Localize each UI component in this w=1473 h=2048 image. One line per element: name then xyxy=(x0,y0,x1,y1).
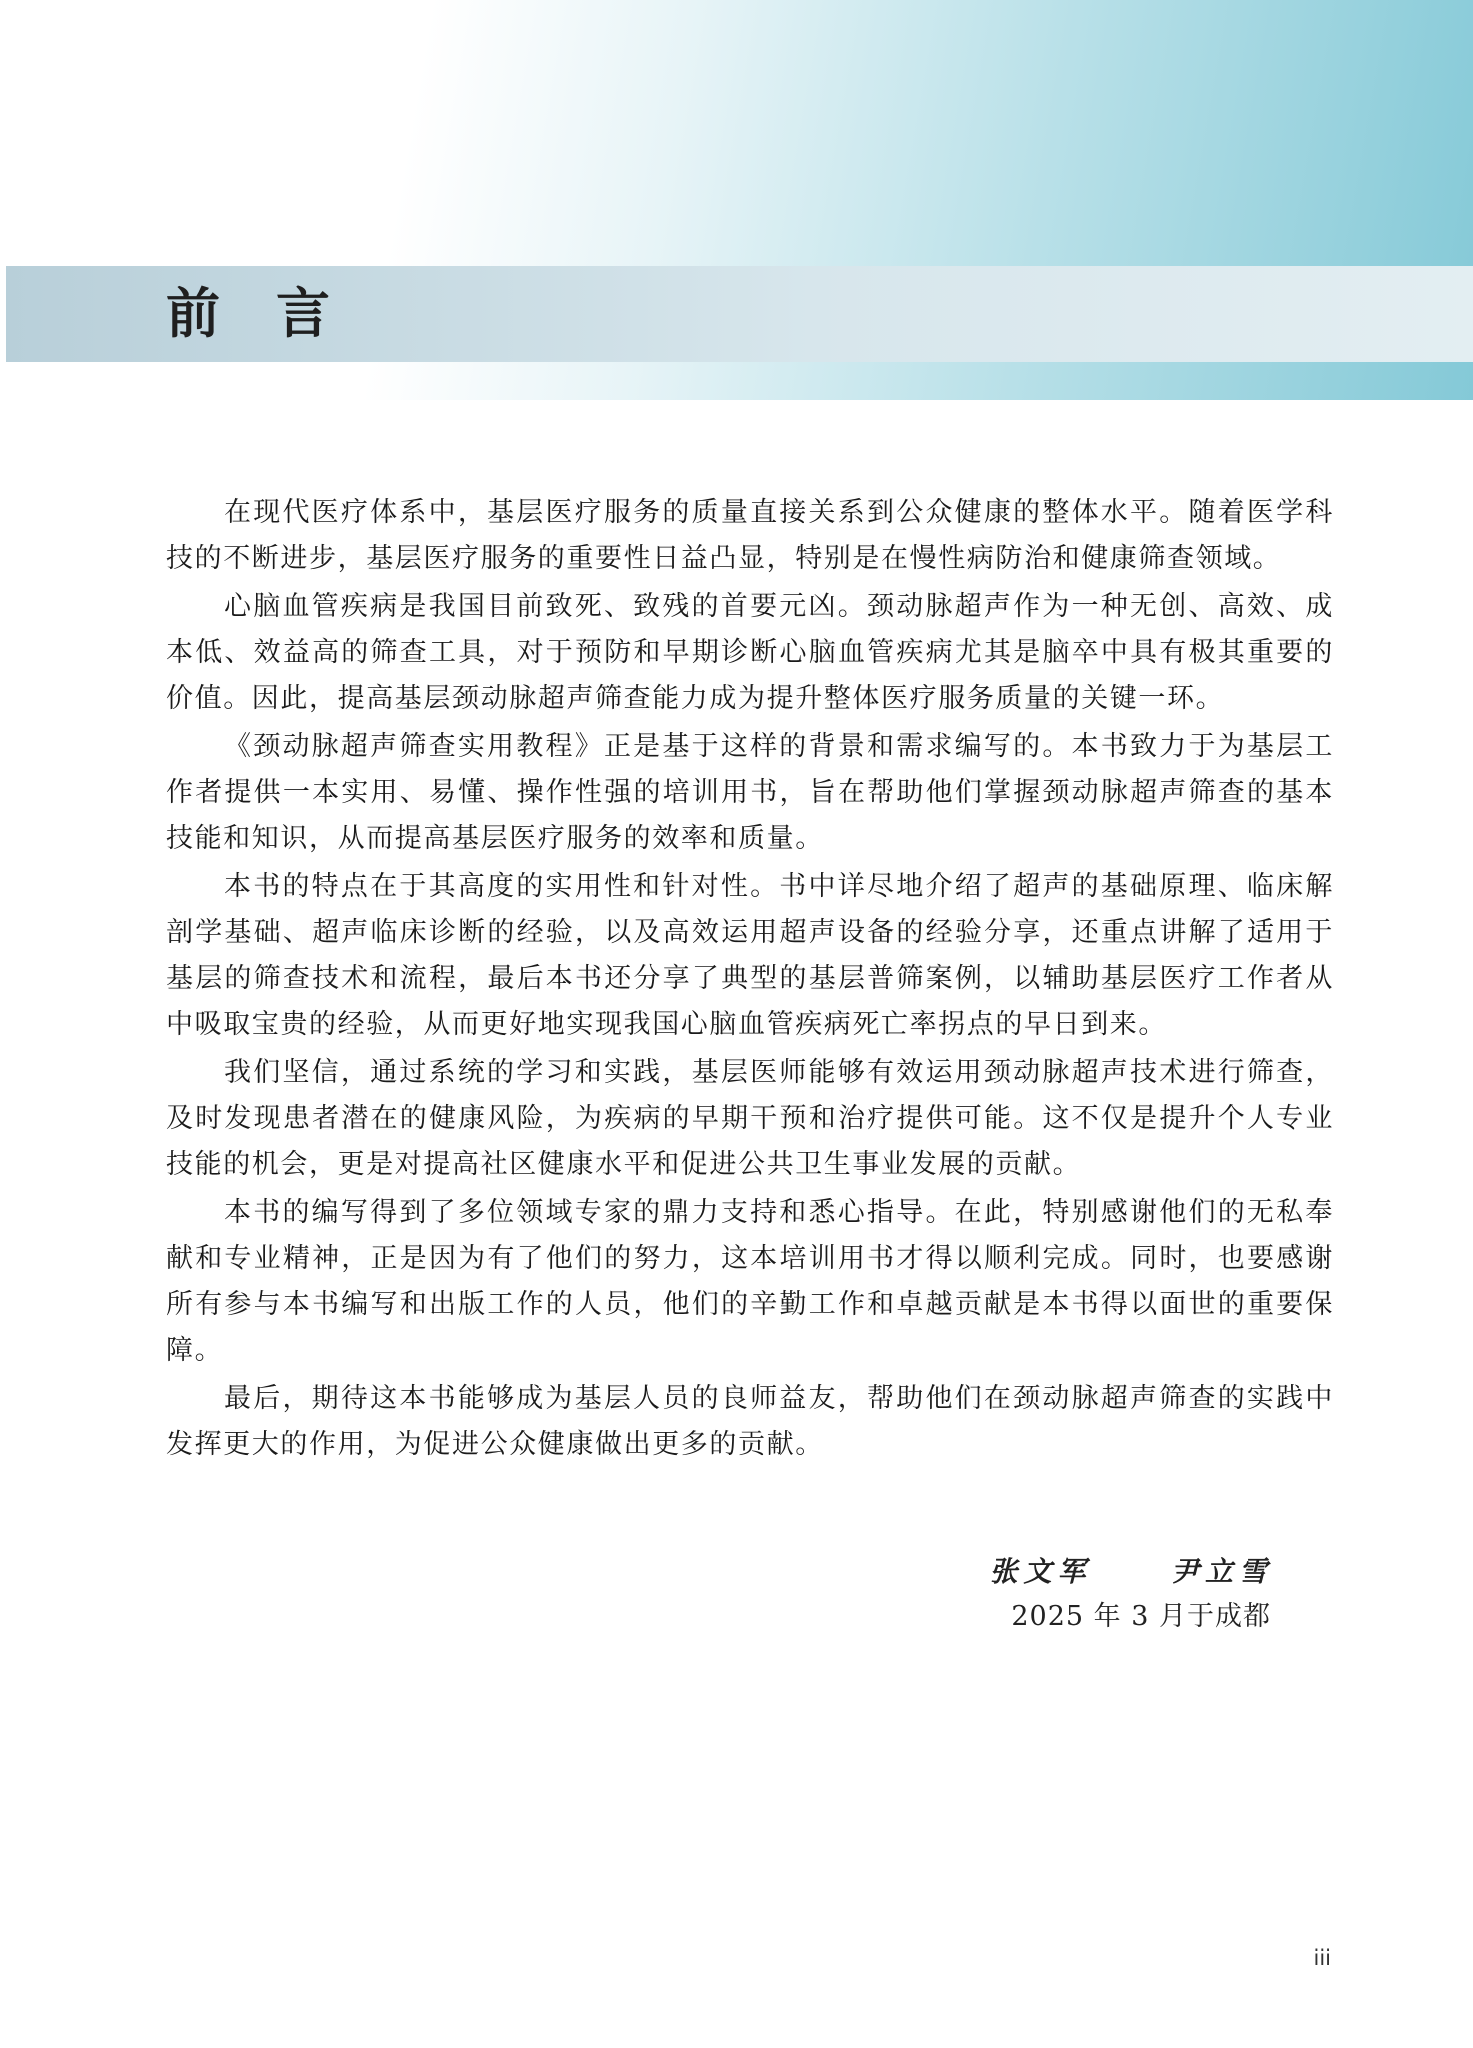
paragraph-3: 《颈动脉超声筛查实用教程》正是基于这样的背景和需求编写的。本书致力于为基层工作者提供一本实用、易懂、操作性强的培训用书，旨在帮助他们掌握颈动脉超声筛查的基本技能和知识，从而提高基层医疗服务的效率和质量。 xyxy=(166,731,1334,854)
paragraph-7: 最后，期待这本书能够成为基层人员的良师益友，帮助他们在颈动脉超声筛查的实践中发挥更大的作用，为促进公众健康做出更多的贡献。 xyxy=(166,1383,1334,1460)
paragraph-4: 本书的特点在于其高度的实用性和针对性。书中详尽地介绍了超声的基础原理、临床解剖学基础、超声临床诊断的经验，以及高效运用超声设备的经验分享，还重点讲解了适用于基层的筛查技术和流程，最后本书还分享了典型的基层普筛案例，以辅助基层医疗工作者从中吸取宝贵的经验，从而更好地实现我国心脑血管疾病死亡率拐点的早日到来。 xyxy=(166,871,1334,1040)
paragraph-5: 我们坚信，通过系统的学习和实践，基层医师能够有效运用颈动脉超声技术进行筛查，及时发现患者潜在的健康风险，为疾病的早期干预和治疗提供可能。这不仅是提升个人专业技能的机会，更是对提高社区健康水平和促进公共卫生事业发展的贡献。 xyxy=(166,1057,1334,1180)
preface-body xyxy=(166,490,1334,1470)
paragraph-6: 本书的编写得到了多位领域专家的鼎力支持和悉心指导。在此，特别感谢他们的无私奉献和专业精神，正是因为有了他们的努力，这本培训用书才得以顺利完成。同时，也要感谢所有参与本书编写和出版工作的人员，他们的辛勤工作和卓越贡献是本书得以面世的重要保障。 xyxy=(166,1197,1334,1366)
paragraph-1: 在现代医疗体系中，基层医疗服务的质量直接关系到公众健康的整体水平。随着医学科技的不断进步，基层医疗服务的重要性日益凸显，特别是在慢性病防治和健康筛查领域。 xyxy=(166,497,1334,574)
author-signature: 张文军 尹立雪 xyxy=(989,1555,1273,1588)
paragraph-2: 心脑血管疾病是我国目前致死、致残的首要元凶。颈动脉超声作为一种无创、高效、成本低、效益高的筛查工具，对于预防和早期诊断心脑血管疾病尤其是脑卒中具有极其重要的价值。因此，提高基层颈动脉超声筛查能力成为提升整体医疗服务质量的关键一环。 xyxy=(166,591,1334,714)
page-title: 前言 xyxy=(166,282,386,345)
page-number: iii xyxy=(1313,1946,1331,1970)
signature-date-place: 2025 年 3 月于成都 xyxy=(1011,1601,1271,1632)
